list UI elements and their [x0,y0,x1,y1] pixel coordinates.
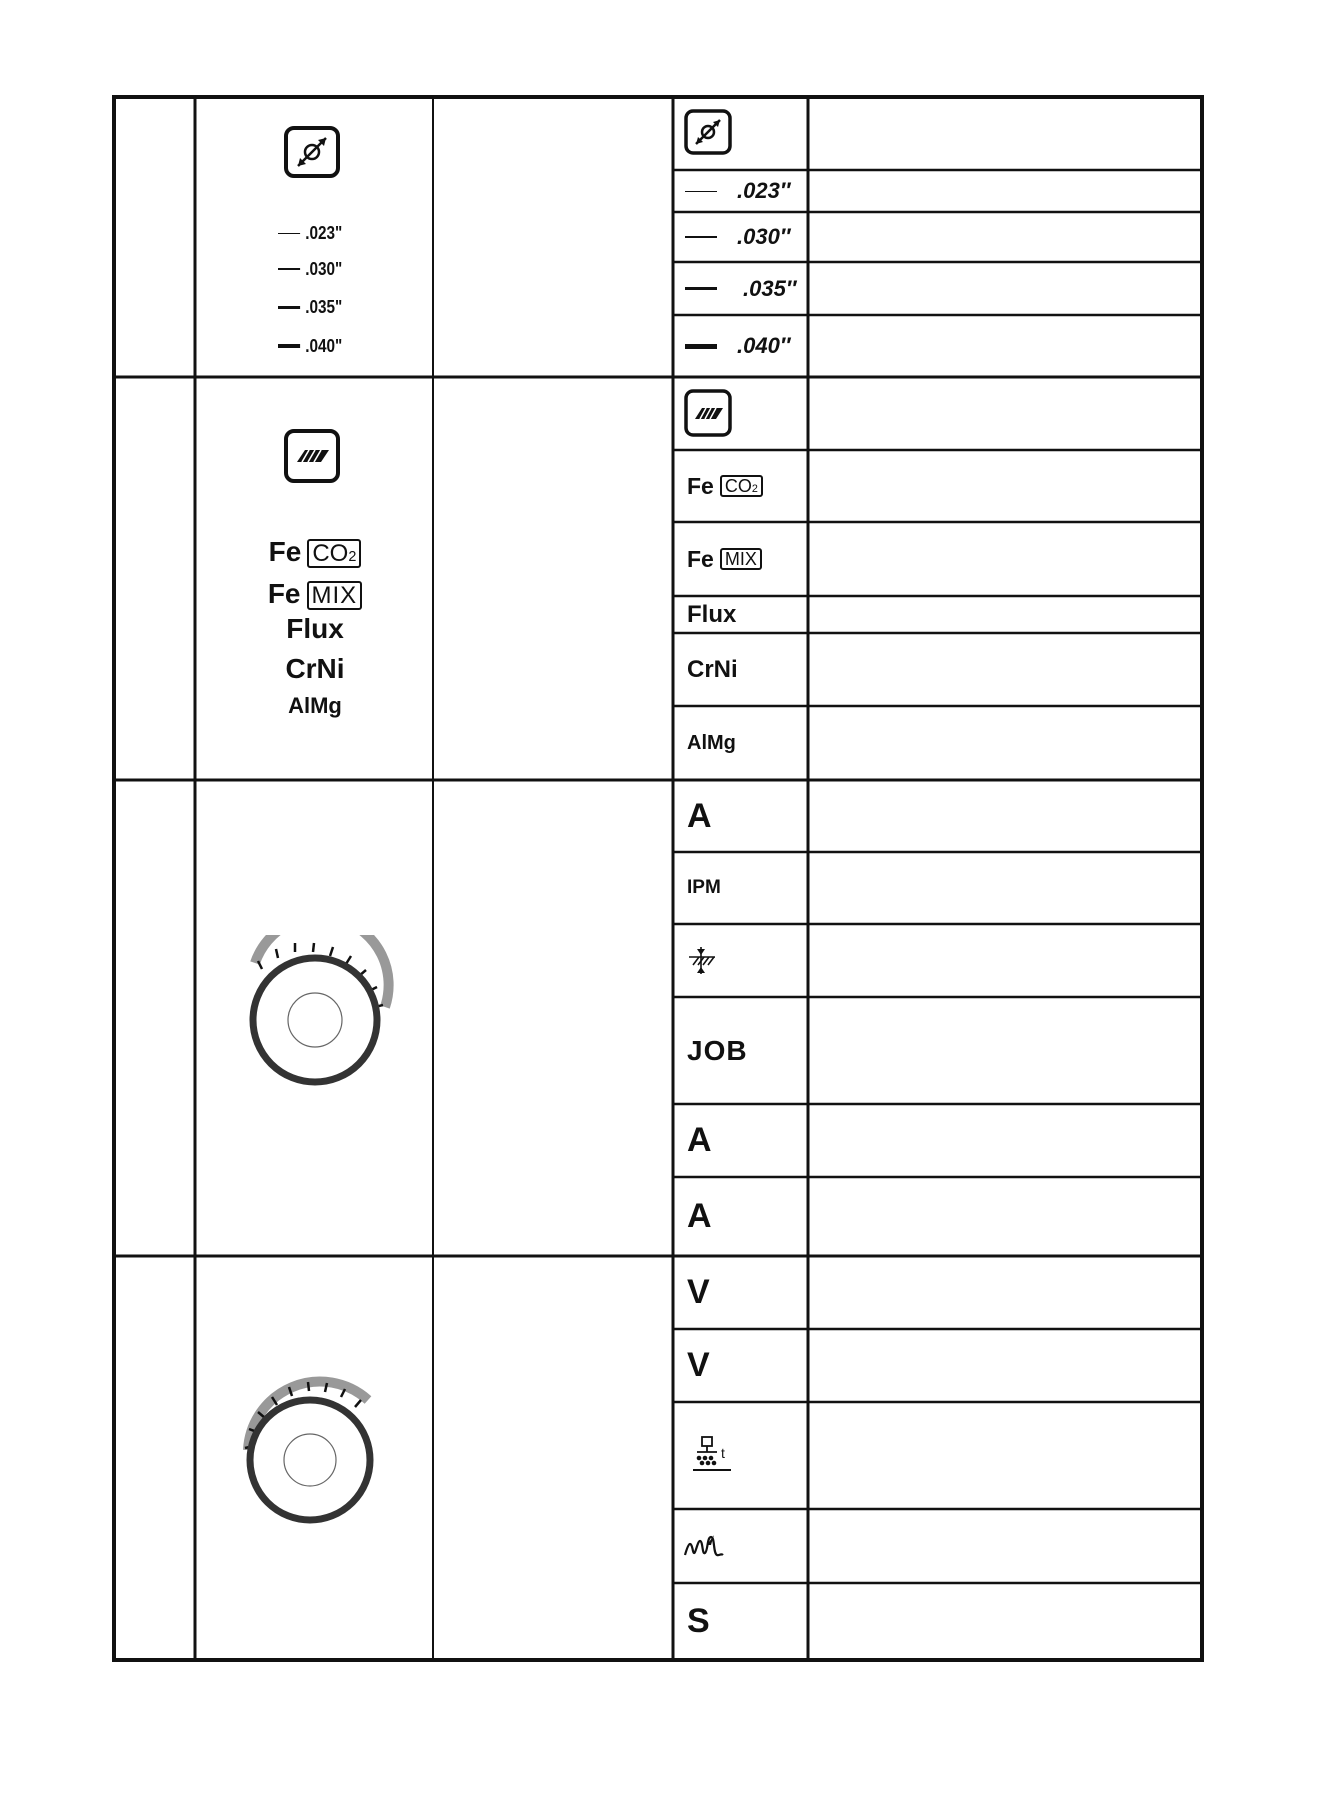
wire-size-item: .023" [278,222,342,244]
symbol-row: A [687,796,712,835]
spot-time-label: t [721,1444,725,1461]
wire-diameter-icon[interactable] [283,125,343,181]
wire-size-row: .040″ [685,317,790,375]
wire-size-item: .035" [278,296,342,318]
symbol-row: S [687,1602,710,1640]
material-fe-mix-row: Fe MIX [673,524,762,594]
material-fe-co2: Fe CO2 [195,535,435,569]
wire-size-item: .030" [278,258,342,280]
material-flux-row: Flux [687,600,737,628]
wire-diameter-icon [683,108,735,158]
material-icon [683,388,735,440]
symbol-row: IPM [687,877,721,898]
wire-size-row: .035″ [685,264,796,313]
wire-size-row: .023″ [685,172,790,210]
wire-feed-row [673,926,719,995]
material-almg-row: AlMg [687,731,736,754]
symbol-row: A [687,1121,712,1159]
wire-size-item: .040" [278,335,342,357]
material-icon[interactable] [283,428,343,486]
material-crni-row: CrNi [687,655,738,683]
material-fe-mix: Fe MIX [195,577,435,611]
rotary-knob-icon[interactable] [230,1372,400,1532]
symbol-row: V [687,1346,710,1384]
material-crni: CrNi [285,653,345,684]
rotary-knob-icon[interactable] [235,935,395,1095]
wire-feed-icon [685,946,719,976]
wire-size-row: .030″ [685,214,790,260]
material-almg: AlMg [288,693,342,718]
material-flux: Flux [286,613,344,644]
arc-dynamics-row [673,1511,725,1581]
material-fe-co2-row: Fe CO2 [673,452,763,520]
spot-time-icon [691,1434,737,1478]
symbol-row: A [687,1197,712,1235]
arc-dynamics-icon [683,1531,725,1561]
symbol-row: JOB [687,1034,748,1066]
spot-time-row [673,1404,737,1507]
symbol-row: V [687,1273,710,1311]
